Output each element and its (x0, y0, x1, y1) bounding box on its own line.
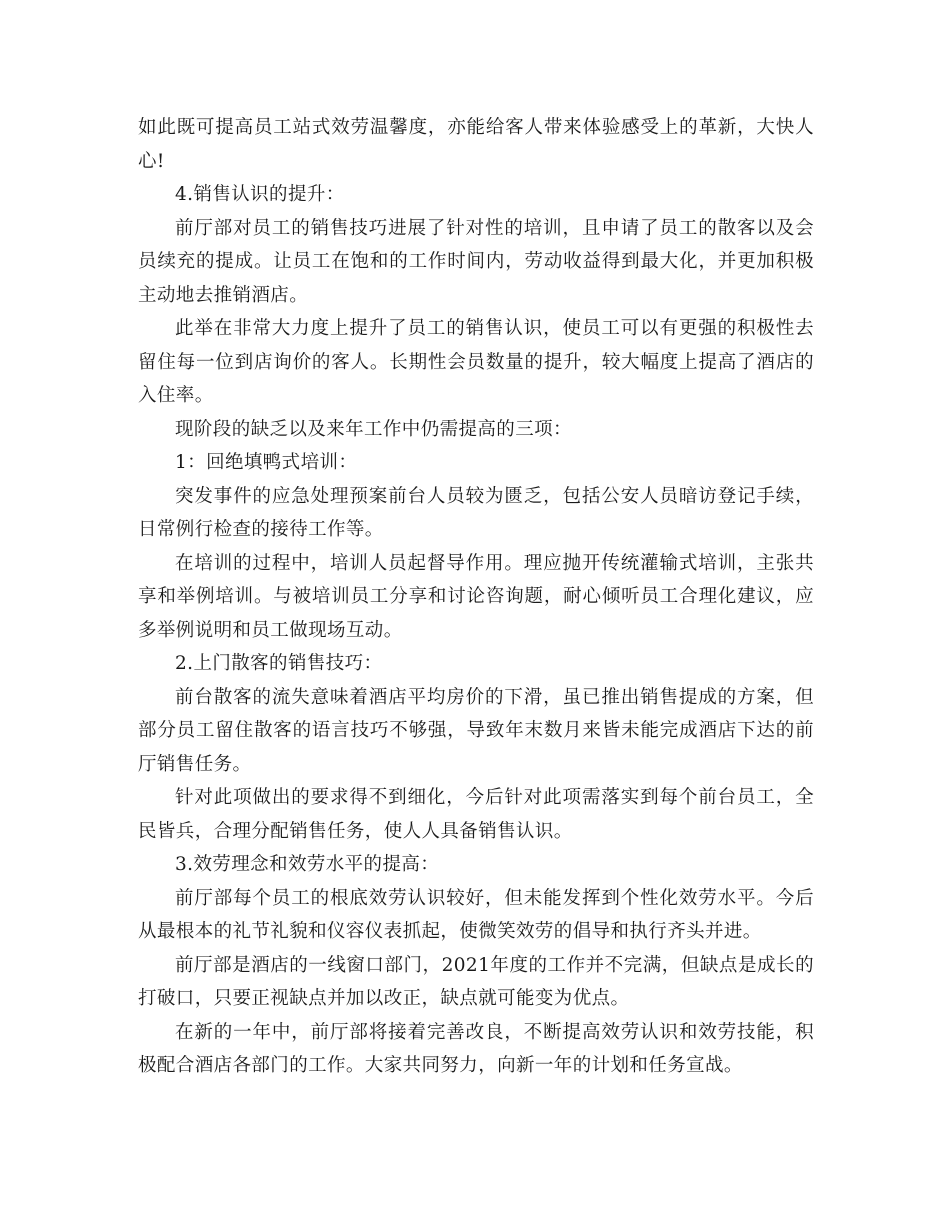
paragraph: 前厅部是酒店的一线窗口部门，2021年度的工作并不完满，但缺点是成长的打破口，只要正视缺点并加以改正，缺点就可能变为优点。 (138, 954, 814, 1009)
paragraph: 针对此项做出的要求得不到细化，今后针对此项需落实到每个前台员工，全民皆兵，合理分配销售任务，使人人具备销售认识。 (138, 787, 814, 842)
heading-walk-in-sales: 2.上门散客的销售技巧： (175, 653, 383, 674)
paragraph: 在新的一年中，前厅部将接着完善改良，不断提高效劳认识和效劳技能，积极配合酒店各部门的工作。大家共同努力，向新一年的计划和任务宣战。 (138, 1021, 814, 1076)
paragraph-continuation: 如此既可提高员工站式效劳温馨度，亦能给客人带来体验感受上的革新，大快人心! (138, 117, 814, 172)
paragraph: 突发事件的应急处理预案前台人员较为匮乏，包括公安人员暗访登记手续，日常例行检查的接待工作等。 (138, 485, 814, 540)
section-intro: 现阶段的缺乏以及来年工作中仍需提高的三项： (175, 418, 572, 440)
document-page (138, 111, 814, 1083)
paragraph: 前厅部对员工的销售技巧进展了针对性的培训，且申请了员工的散客以及会员续充的提成。让员工在饱和的工作时间内，劳动收益得到最大化，并更加积极主动地去推销酒店。 (138, 217, 814, 306)
heading-training: 1：回绝填鸭式培训： (175, 452, 358, 473)
paragraph: 前台散客的流失意味着酒店平均房价的下滑，虽已推出销售提成的方案，但部分员工留住散客的语言技巧不够强，导致年末数月来皆未能完成酒店下达的前厅销售任务。 (138, 686, 814, 775)
paragraph: 前厅部每个员工的根底效劳认识较好，但未能发挥到个性化效劳水平。今后从最根本的礼节礼貌和仪容仪表抓起，使微笑效劳的倡导和执行齐头并进。 (138, 887, 814, 942)
heading-sales-awareness: 4.销售认识的提升： (175, 184, 345, 205)
heading-service-level: 3.效劳理念和效劳水平的提高： (175, 854, 440, 875)
paragraph: 在培训的过程中，培训人员起督导作用。理应抛开传统灌输式培训，主张共享和举例培训。与被培训员工分享和讨论咨询题，耐心倾听员工合理化建议，应多举例说明和员工做现场互动。 (138, 552, 814, 641)
paragraph: 此举在非常大力度上提升了员工的销售认识，使员工可以有更强的积极性去留住每一位到店询价的客人。长期性会员数量的提升，较大幅度上提高了酒店的入住率。 (138, 318, 814, 406)
